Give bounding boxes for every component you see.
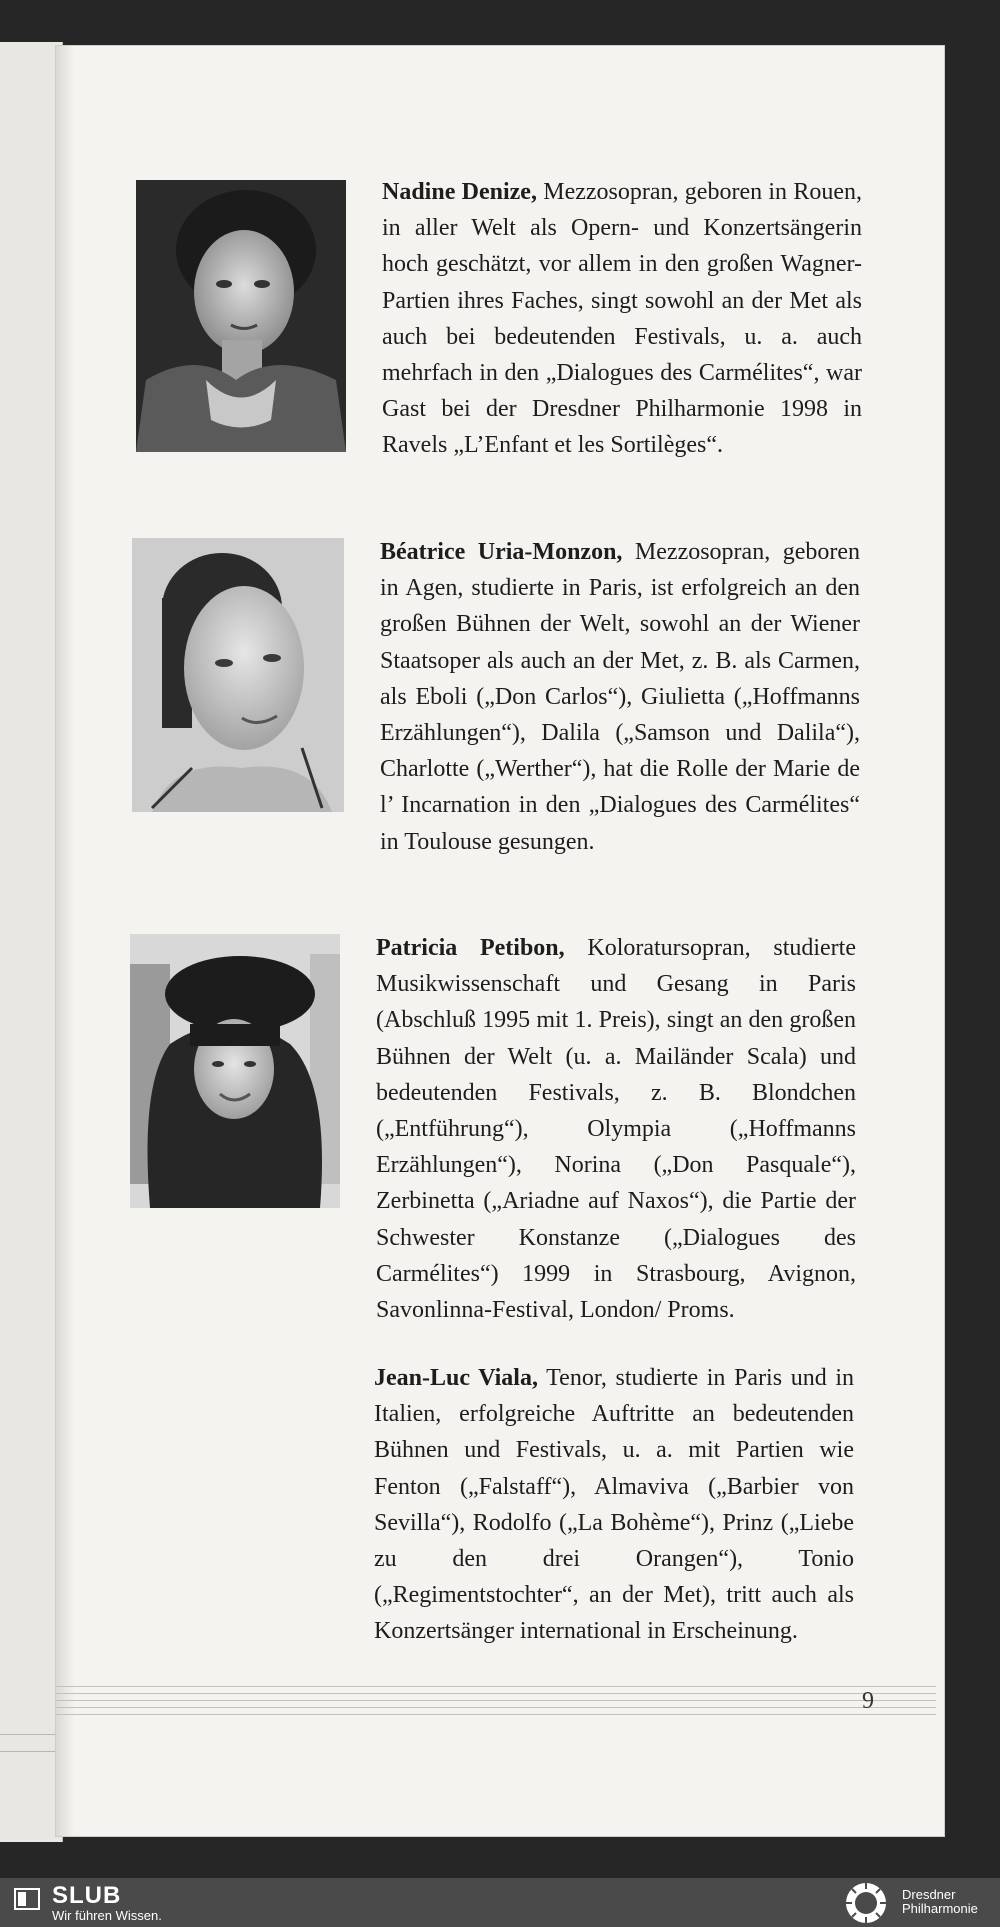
philharmonie-logo-icon: [844, 1881, 888, 1925]
photo-patricia-petibon: [130, 934, 340, 1208]
singer-name: Béatrice Uria-Monzon,: [380, 539, 623, 565]
bio-beatrice-uria-monzon: [380, 534, 860, 860]
program-page: [56, 46, 944, 1836]
library-tagline: Wir führen Wissen.: [52, 1908, 162, 1923]
singer-name: Patricia Petibon,: [376, 935, 565, 961]
slub-logo-icon: [14, 1886, 40, 1912]
bio-patricia-petibon: [376, 930, 856, 1328]
bio-text: Mezzosopran, geboren in Rouen, in aller Welt als Opern- und Konzertsängerin hoch geschätzt, vor allem in den großen Wagner-Partien ihres Faches, singt sowohl an der Met als auch bei bedeutenden Festivals, u. a. auch mehrfach in den „Dialogues des Carmélites“, war Gast bei der Dresdner Philharmonie 1998 in Ravels „L’Enfant et les Sortilèges“.: [382, 179, 863, 459]
left-page-edge: [0, 42, 63, 1842]
bio-jean-luc-viala: [374, 1360, 854, 1650]
left-page-staff-lines: [0, 1734, 62, 1752]
bio-text: Mezzosopran, geboren in Agen, studierte in Paris, ist erfolgreich an den großen Bühnen der Welt, sowohl an der Wiener Staatsoper als auch an der Met, z. B. als Carmen, als Eboli („Don Carlos“), Giulietta („Hoffmanns Erzählungen“), Dalila („Samson und Dalila“), Charlotte („Werther“), hat die Rolle der Marie de l’ Incarnation in den „Dialogues des Carmélites“ in Toulouse gesungen.: [380, 539, 860, 855]
library-name: SLUB: [52, 1882, 122, 1909]
photo-nadine-denize: [136, 180, 346, 452]
bio-text: Koloratursopran, studierte Musikwissenschaft und Gesang in Paris (Abschluß 1995 mit 1. Preis), singt an den großen Bühnen der Welt (u. a. Mailänder Scala) und bedeutenden Festivals, z. B. Blondchen („Entführung“), Olympia („Hoffmanns Erzählungen“), Norina („Don Pasquale“), Zerbinetta („Ariadne auf Naxos“), die Partie der Schwester Konstanze („Dialogues des Carmélites“) 1999 in Strasbourg, Avignon, Savonlinna-Festival, London/ Proms.: [376, 935, 856, 1324]
bio-nadine-denize: [382, 174, 862, 464]
staff-lines-divider: [56, 1686, 936, 1722]
bio-text: Tenor, studierte in Paris und in Italien, erfolgreiche Auftritte an bedeutenden Bühnen und Festivals, u. a. mit Partien wie Fenton („Falstaff“), Almaviva („Barbier von Sevilla“), Rodolfo („La Bohème“), Prinz („Liebe zu den drei Orangen“), Tonio („Regimentstochter“, an der Met), tritt auch als Konzertsänger international in Erscheinung.: [374, 1365, 854, 1645]
viewer-footer: [0, 1878, 1000, 1927]
partner-name: Dresdner Philharmonie: [902, 1887, 978, 1916]
photo-beatrice-uria-monzon: [132, 538, 344, 812]
singer-name: Jean-Luc Viala,: [374, 1365, 538, 1391]
singer-name: Nadine Denize,: [382, 179, 537, 205]
page-number: 9: [862, 1688, 874, 1714]
